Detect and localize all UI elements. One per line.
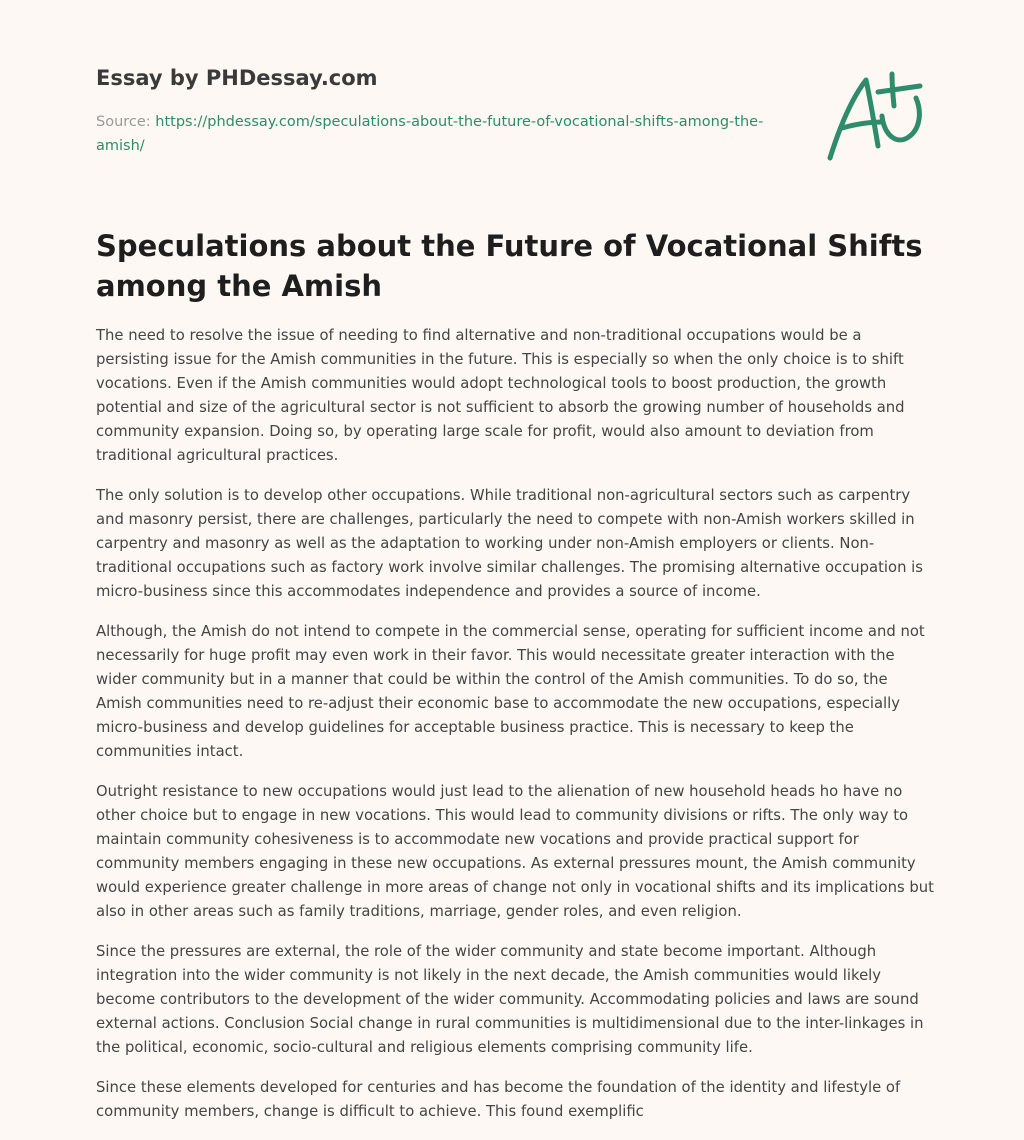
essay-body — [96, 324, 936, 1140]
source-label: Source: — [96, 114, 156, 130]
a-plus-logo-graphic — [820, 66, 930, 166]
essay-paragraph: Since these elements developed for centuries and has become the foundation of the identity and lifestyle of community members, change is difficult to achieve. This found exemplific — [96, 1079, 901, 1120]
source-line — [96, 110, 776, 158]
a-plus-logo-icon — [820, 66, 930, 166]
essay-paragraph: Although, the Amish do not intend to compete in the commercial sense, operating for sufficient income and not necessarily for huge profit may even work in their favor. This would necessitate greater interaction with the wider community but in a manner that could be within the control of the Amish communities. To do so, the Amish communities need to re-adjust their economic base to accommodate the new occupations, especially micro-business and develop guidelines for acceptable business practice. This is necessary to keep the communities intact. — [96, 623, 925, 760]
source-link[interactable]: https://phdessay.com/speculations-about-the-future-of-vocational-shifts-among-the-amish/ — [96, 114, 764, 154]
essay-paragraph: Outright resistance to new occupations would just lead to the alienation of new household heads ho have no other choice but to engage in new vocations. This would lead to community divisions or rifts. The only way to maintain community cohesiveness is to accommodate new vocations and provide practical support for community members engaging in these new occupations. As external pressures mount, the Amish community would experience greater challenge in more areas of change not only in vocational shifts and its implications but also in other areas such as family traditions, marriage, gender roles, and even religion. — [96, 783, 934, 920]
essay-paragraph: The only solution is to develop other occupations. While traditional non-agricultural sectors such as carpentry and masonry persist, there are challenges, particularly the need to compete with non-Amish workers skilled in carpentry and masonry as well as the adaptation to working under non-Amish employers or clients. Non-traditional occupations such as factory work involve similar challenges. The promising alternative occupation is micro-business since this accommodates independence and provides a source of income. — [96, 487, 923, 600]
essay-paragraph: The need to resolve the issue of needing to find alternative and non-traditional occupations would be a persisting issue for the Amish communities in the future. This is especially so when the only choice is to shift vocations. Even if the Amish communities would adopt technological tools to boost production, the growth potential and size of the agricultural sector is not sufficient to absorb the growing number of households and community expansion. Doing so, by operating large scale for profit, would also amount to deviation from traditional agricultural practices. — [96, 327, 905, 464]
essay-title: Speculations about the Future of Vocational Shifts among the Amish — [96, 229, 923, 303]
essay-paragraph: Since the pressures are external, the role of the wider community and state become important. Although integration into the wider community is not likely in the next decade, the Amish communities would likely become contributors to the development of the wider community. Accommodating policies and laws are sound external actions. Conclusion Social change in rural communities is multidimensional due to the inter-linkages in the political, economic, socio-cultural and religious elements comprising community life. — [96, 943, 924, 1056]
site-title: Essay by PHDessay.com — [96, 66, 378, 90]
